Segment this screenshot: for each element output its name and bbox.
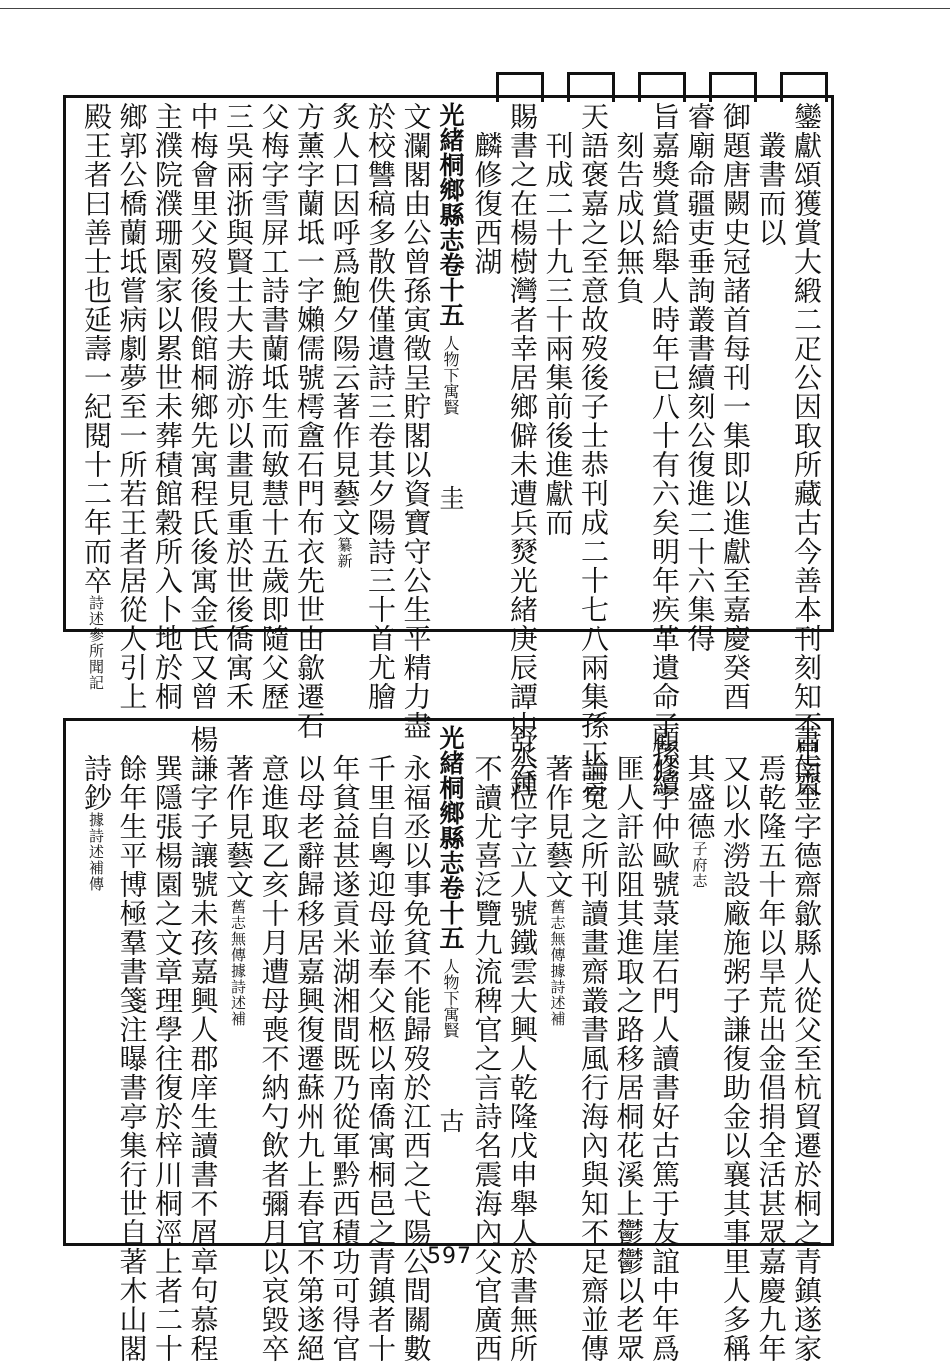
subsection-label: 寓賢 bbox=[441, 1006, 460, 1038]
scan-top-line bbox=[0, 8, 950, 9]
column-text: 刊成二十九三十兩集前後進獻而 bbox=[541, 102, 575, 537]
book-title: 光緒桐鄉縣志 bbox=[436, 102, 465, 252]
column-text: 論寃之所刊讀畫齋叢書風行海內與知不足齋並傳 bbox=[577, 725, 610, 1363]
column-text: 楊謙字子讓號未孩嘉興人郡庠生讀書不屑章句慕程 bbox=[186, 725, 220, 1363]
honorific-raised-tab bbox=[638, 72, 686, 102]
text-column bbox=[326, 102, 364, 569]
column-text: 文瀾閣由公曾孫寅徵呈貯閣以資寶守公生平精力盡 bbox=[399, 102, 433, 740]
text-column bbox=[539, 725, 577, 1027]
page-number: 597 bbox=[427, 1244, 472, 1269]
text-column bbox=[503, 102, 541, 798]
column-text: 又以水澇設廠施粥子謙復助金以襄其事里人多稱 bbox=[719, 725, 752, 1363]
page-gutter-title bbox=[432, 102, 468, 510]
column-text: 殿王者曰善士也延壽一紀閱十二年而卒 bbox=[80, 102, 113, 595]
text-column bbox=[681, 725, 719, 889]
column-text: 於校讐稿多散佚僅遺詩三卷其夕陽詩三十首尤膾 bbox=[364, 102, 397, 711]
annotation-note: 舊志無傳據詩述補 bbox=[548, 899, 567, 1027]
text-column bbox=[645, 102, 683, 798]
volume-label: 卷十五 bbox=[436, 252, 465, 327]
text-column bbox=[219, 725, 257, 1027]
section-label: 人物下 bbox=[441, 335, 460, 383]
text-column bbox=[787, 725, 825, 1363]
text-column bbox=[290, 725, 328, 1363]
text-column bbox=[361, 102, 399, 711]
text-column bbox=[77, 725, 115, 892]
column-text: 千里自粵迎母並奉父柩以南僑寓桐邑之青鎮者十 bbox=[364, 725, 397, 1363]
column-text: 麟修復西湖 bbox=[470, 102, 504, 276]
text-column bbox=[539, 102, 577, 537]
column-text: 父梅字雪屏工詩書蘭坻生而敏慧十五歲即隨父歷 bbox=[257, 102, 291, 711]
text-column bbox=[255, 725, 293, 1363]
column-text: 賜書之在楊樹灣者幸居鄉僻未遭兵燹光緒庚辰譚中丞鍾 bbox=[506, 102, 539, 798]
column-text: 不讀尤喜泛覽九流稗官之言詩名震海內父官廣西 bbox=[470, 725, 504, 1363]
column-text: 睿廟命疆吏垂詢叢書續刻公復進二十六集得 bbox=[683, 102, 717, 653]
column-text: 中梅會里父歿後假館桐鄉先寓程氏後寓金氏又曾 bbox=[186, 102, 220, 711]
text-column bbox=[468, 102, 506, 276]
text-column bbox=[574, 102, 612, 798]
text-column bbox=[255, 102, 293, 711]
section-label: 人物下 bbox=[441, 958, 460, 1006]
text-column bbox=[326, 725, 364, 1363]
book-title: 光緒桐鄉縣志 bbox=[436, 725, 465, 875]
page-gutter-title bbox=[432, 725, 468, 1133]
text-column bbox=[610, 102, 648, 305]
column-text: 年貧益甚遂貢米湖湘間既乃從軍黔西積功可得官 bbox=[328, 725, 362, 1363]
text-column bbox=[77, 102, 115, 691]
annotation-note: 纂新 bbox=[335, 537, 354, 569]
text-column bbox=[184, 725, 222, 1363]
text-column bbox=[716, 102, 754, 711]
text-column bbox=[113, 102, 151, 711]
column-text: 炙人口因呼爲鮑夕陽云著作見藝文 bbox=[328, 102, 362, 537]
text-column bbox=[361, 725, 399, 1363]
column-text: 著作見藝文 bbox=[222, 725, 255, 899]
folio-number: 古 bbox=[436, 1108, 465, 1133]
honorific-raised-tab bbox=[780, 72, 828, 102]
column-text: 鄉郭公橋蘭坻嘗病劇夢至一所若王者居從人引上 bbox=[115, 102, 149, 711]
column-text: 著作見藝文 bbox=[541, 725, 575, 899]
column-text: 永福丞以事免貧不能歸歿於江西之弋陽公間關數 bbox=[399, 725, 433, 1363]
column-text: 其盛德 bbox=[683, 725, 717, 841]
column-text: 刻告成以無負 bbox=[612, 102, 646, 305]
text-column bbox=[290, 102, 328, 740]
folio-number: 圭 bbox=[436, 485, 465, 510]
text-column bbox=[787, 102, 825, 798]
column-text: 詩鈔 bbox=[80, 725, 113, 812]
column-text: 天語褒嘉之至意故歿後子士恭刊成二十七八兩集孫正言 bbox=[577, 102, 610, 798]
column-text: 意進取乙亥十月遭母喪不納勺飲者彌月以哀毀卒 bbox=[257, 725, 291, 1363]
honorific-raised-tab bbox=[496, 72, 544, 102]
subsection-label: 寓賢 bbox=[441, 383, 460, 415]
column-text: 焉乾隆五十年以旱荒出金倡捐全活甚眾嘉慶九年 bbox=[754, 725, 788, 1363]
column-text: 旨嘉獎賞給舉人時年已八十有六矣明年疾革遺命子孫續 bbox=[648, 102, 681, 798]
honorific-raised-tab bbox=[567, 72, 615, 102]
column-text: 巽隱張楊園之文章理學往復於梓川桐涇上者二十 bbox=[151, 725, 184, 1363]
text-column bbox=[397, 102, 435, 740]
text-column bbox=[113, 725, 151, 1363]
column-text: 顧修字仲歐號菉崖石門人讀書好古篤于友誼中年爲 bbox=[648, 725, 681, 1363]
text-column bbox=[752, 102, 790, 247]
annotation-note: 詩述參所聞記 bbox=[87, 595, 105, 691]
volume-label: 卷十五 bbox=[436, 875, 465, 950]
column-text: 舒公位字立人號鐵雲大興人乾隆戊申舉人於書無所 bbox=[506, 725, 539, 1363]
text-column bbox=[148, 102, 186, 711]
text-column bbox=[184, 102, 222, 711]
column-text: 方薰字蘭坻一字嬾儒號樗盦石門布衣先世由歙遷石 bbox=[293, 102, 326, 740]
text-column bbox=[219, 102, 257, 711]
annotation-note: 子府志 bbox=[690, 841, 709, 889]
text-column bbox=[503, 725, 541, 1363]
text-column bbox=[610, 725, 648, 1363]
honorific-raised-tab bbox=[709, 72, 757, 102]
annotation-note: 據詩述補傳 bbox=[87, 812, 105, 892]
text-column bbox=[681, 102, 719, 653]
column-text: 御題唐闕史冠諸首每刊一集即以進獻至嘉慶癸酉 bbox=[719, 102, 752, 711]
column-text: 以母老辭歸移居嘉興復遷蘇州九上春官不第遂絕 bbox=[293, 725, 326, 1363]
text-column bbox=[645, 725, 683, 1363]
column-text: 三吳兩浙與賢士大夫游亦以畫見重於世後僑寓禾 bbox=[222, 102, 255, 711]
column-text: 鑾獻頌獲賞大緞二疋公因取所藏古今善本刊刻知不足齋 bbox=[790, 102, 823, 798]
text-column bbox=[752, 725, 790, 1363]
column-text: 主濮院濮珊園家以累世未葬積館穀所入卜地於桐 bbox=[151, 102, 184, 711]
annotation-note: 舊志無傳據詩述補 bbox=[229, 899, 247, 1027]
text-column bbox=[574, 725, 612, 1363]
column-text: 匪人訐訟阻其進取之路移居桐花溪上鬱鬱以老眾 bbox=[612, 725, 646, 1363]
text-column bbox=[148, 725, 186, 1363]
column-text: 叢書而以 bbox=[754, 102, 788, 247]
column-text: 蕭南金字德齋歙縣人從父至杭貿遷於桐之青鎮遂家 bbox=[790, 725, 823, 1363]
text-column bbox=[716, 725, 754, 1363]
column-text: 餘年生平博極羣書箋注曝書亭集行世自著木山閣 bbox=[115, 725, 149, 1363]
text-column bbox=[468, 725, 506, 1363]
